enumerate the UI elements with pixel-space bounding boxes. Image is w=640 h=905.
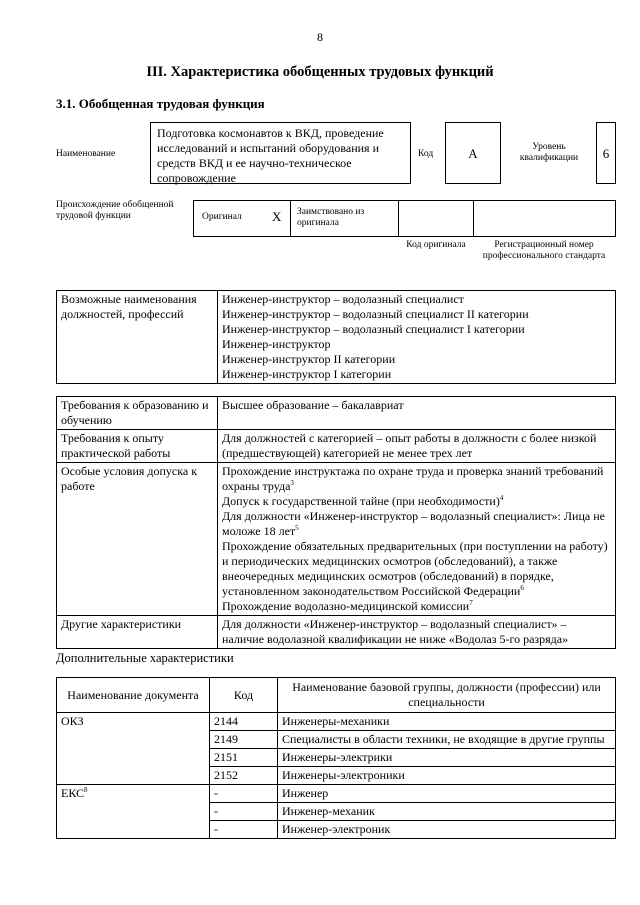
row-name: Инженеры-механики	[278, 713, 616, 731]
code-value: А	[468, 146, 478, 161]
origin-code-cell	[398, 200, 474, 237]
row-name: Специалисты в области техники, не входящие в другие группы	[278, 731, 616, 749]
positions-list	[218, 291, 616, 384]
eks-label: ЕКС$^8$	[57, 785, 210, 839]
row-name: Инженер-механик	[278, 803, 616, 821]
row-code: -	[210, 803, 278, 821]
other-value: Для должности «Инженер-инструктор – водолазный специалист» – наличие водолазной квалификации не ниже «Водолаз 5-го разряда»	[218, 616, 616, 649]
name-value: Подготовка космонавтов к ВКД, проведение исследований и испытаний оборудования и средств ВКД и ее научно-техническое сопровождение	[157, 126, 384, 185]
origin-borrowed-cell	[290, 200, 399, 237]
level-value-box	[596, 122, 616, 184]
origin-original-label: Оригинал	[202, 212, 242, 222]
level-label: Уровень квалификации	[519, 142, 579, 163]
name-value-box	[150, 122, 411, 184]
row-name: Инженер-электроник	[278, 821, 616, 839]
row-name: Инженеры-электрики	[278, 749, 616, 767]
row-code: 2151	[210, 749, 278, 767]
row-code: 2144	[210, 713, 278, 731]
special-condition-item: Прохождение инструктажа по охране труда и проверка знаний требований охраны труда$^3$	[222, 464, 604, 493]
origin-code-caption: Код оригинала	[406, 240, 466, 250]
position-item: Инженер-инструктор – водолазный специалист II категории	[222, 307, 529, 321]
col-code-header: Код	[210, 678, 278, 713]
positions-label: Возможные наименования должностей, профессий	[57, 291, 218, 384]
name-label: Наименование	[56, 149, 116, 159]
code-value-box	[445, 122, 501, 184]
code-label: Код	[418, 149, 434, 159]
special-condition-item: Прохождение водолазно-медицинской комиссии$^7$	[222, 599, 473, 613]
special-conditions-label: Особые условия допуска к работе	[57, 463, 218, 616]
special-conditions-list	[218, 463, 616, 616]
okz-label: ОКЗ	[57, 713, 210, 785]
row-code: -	[210, 821, 278, 839]
table-row	[57, 785, 616, 803]
origin-reg-caption: Регистрационный номер профессионального стандарта	[482, 240, 606, 261]
row-code: 2149	[210, 731, 278, 749]
level-value: 6	[602, 146, 610, 161]
position-item: Инженер-инструктор	[222, 337, 331, 351]
origin-label: Происхождение обобщенной трудовой функции	[56, 200, 174, 221]
row-code: -	[210, 785, 278, 803]
positions-table	[56, 290, 616, 384]
education-label: Требования к образованию и обучению	[57, 397, 218, 430]
table-header-row	[57, 678, 616, 713]
position-item: Инженер-инструктор – водолазный специалист I категории	[222, 322, 525, 336]
requirements-table	[56, 396, 616, 649]
additional-table	[56, 677, 616, 839]
special-condition-item: Допуск к государственной тайне (при необходимости)$^4$	[222, 494, 504, 508]
row-name: Инженер	[278, 785, 616, 803]
origin-original-mark: X	[272, 209, 282, 224]
origin-borrowed-label: Заимствовано из оригинала	[297, 207, 365, 228]
other-label: Другие характеристики	[57, 616, 218, 649]
col-name-header: Наименование базовой группы, должности (профессии) или специальности	[278, 678, 616, 713]
special-condition-item: Прохождение обязательных предварительных (при поступлении на работу) и периодических медицинских осмотров (обследований), а также внеочередных медицинских осмотров (обследований) в порядке, установленном законодательством Российской Федерации$^6$	[222, 539, 608, 598]
subsection-title: 3.1. Обобщенная трудовая функция	[56, 96, 265, 111]
additional-title: Дополнительные характеристики	[56, 651, 234, 665]
row-code: 2152	[210, 767, 278, 785]
position-item: Инженер-инструктор – водолазный специалист	[222, 292, 464, 306]
position-item: Инженер-инструктор II категории	[222, 352, 396, 366]
education-value: Высшее образование – бакалавриат	[218, 397, 616, 430]
special-condition-item: Для должности «Инженер-инструктор – водолазный специалист»: Лица не моложе 18 лет$^5$	[222, 509, 605, 538]
position-item: Инженер-инструктор I категории	[222, 367, 392, 381]
row-name: Инженеры-электроники	[278, 767, 616, 785]
origin-original-cell	[193, 200, 291, 237]
experience-label: Требования к опыту практической работы	[57, 430, 218, 463]
section-title: III. Характеристика обобщенных трудовых функций	[146, 64, 494, 80]
col-doc-header: Наименование документа	[57, 678, 210, 713]
table-row	[57, 713, 616, 731]
experience-value: Для должностей с категорией – опыт работы в должности с более низкой (предшествующей) категорией не менее трех лет	[218, 430, 616, 463]
page-number: 8	[317, 30, 323, 44]
origin-reg-cell	[473, 200, 616, 237]
